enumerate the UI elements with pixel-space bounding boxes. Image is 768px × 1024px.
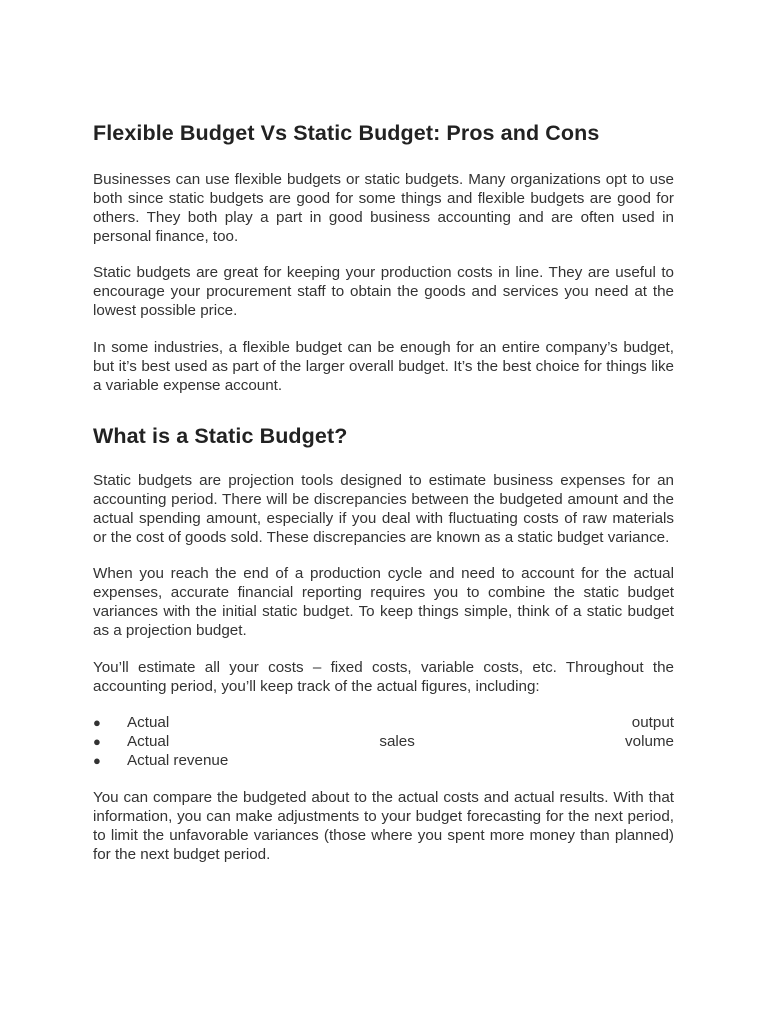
section-paragraph-1: Static budgets are projection tools designed to estimate business expenses for an accounting period. There will be discrepancies between the budgeted amount and the actual spending amount, especially if you deal with fluctuating costs of raw materials or the cost of goods sold. These discrepancies are known as a static budget variance.: [93, 471, 674, 546]
section-paragraph-2: When you reach the end of a production cycle and need to account for the actual expenses, accurate financial reporting requires you to combine the static budget variances with the initial static budget. To keep things simple, think of a static budget as a projection budget.: [93, 565, 674, 640]
bullet-marker: ●: [93, 753, 101, 769]
list-item: [93, 732, 674, 751]
bullet-marker: ●: [93, 734, 101, 750]
document-page: [93, 120, 674, 881]
list-item: [93, 713, 674, 732]
section-heading-static-budget: What is a Static Budget?: [93, 423, 348, 448]
intro-paragraph-1: Businesses can use flexible budgets or static budgets. Many organizations opt to use both since static budgets are good for some things and flexible budgets are good for others. They both play a part in good business accounting and are often used in personal finance, too.: [93, 170, 674, 245]
intro-paragraph-3: In some industries, a flexible budget can be enough for an entire company’s budget, but it’s best used as part of the larger overall budget. It’s the best choice for things like a variable expense account.: [93, 338, 674, 394]
intro-paragraph-2: Static budgets are great for keeping your production costs in line. They are useful to encourage your procurement staff to obtain the goods and services you need at the lowest possible price.: [93, 264, 674, 320]
article-title: Flexible Budget Vs Static Budget: Pros and Cons: [93, 121, 600, 145]
list-item-text: Actual revenue: [127, 752, 229, 770]
list-item-text: Actual output: [127, 714, 674, 732]
list-item: [93, 751, 674, 770]
list-item-text: Actual sales volume: [127, 733, 674, 751]
bullet-marker: ●: [93, 715, 101, 731]
section-paragraph-3: You’ll estimate all your costs – fixed costs, variable costs, etc. Throughout the accounting period, you’ll keep track of the actual figures, including:: [93, 658, 674, 695]
actual-figures-list: [93, 713, 674, 770]
closing-paragraph: You can compare the budgeted about to the actual costs and actual results. With that information, you can make adjustments to your budget forecasting for the next period, to limit the unfavorable variances (those where you spent more money than planned) for the next budget period.: [93, 788, 674, 863]
